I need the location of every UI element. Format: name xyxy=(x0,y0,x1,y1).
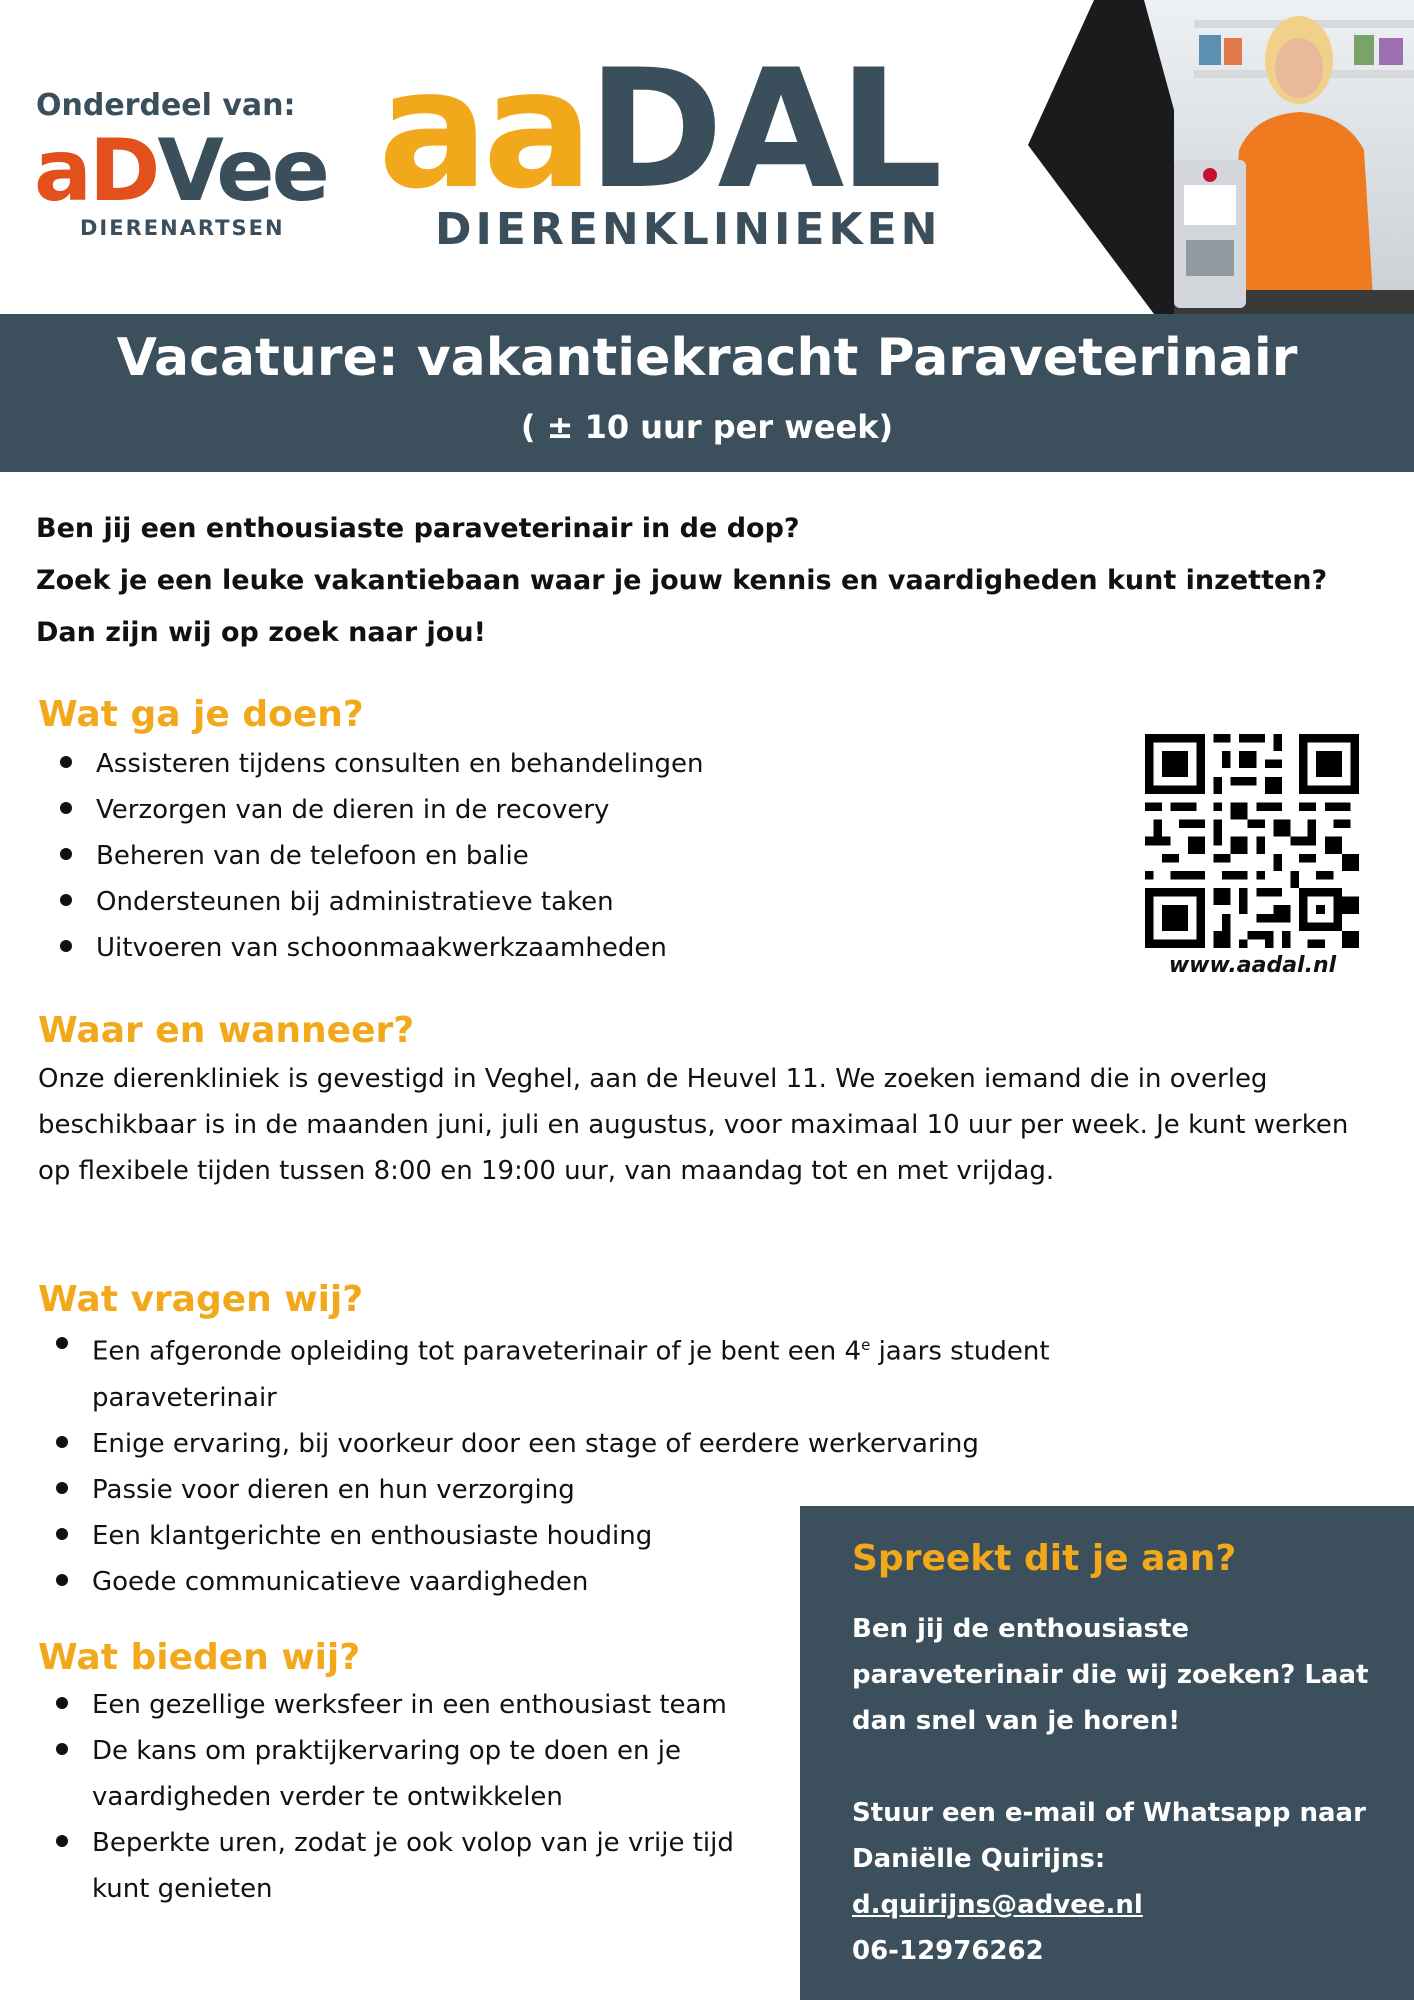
bullet-icon xyxy=(60,894,72,906)
list-item: Enige ervaring, bij voorkeur door een stage of eerdere werkervaring xyxy=(34,1421,1204,1467)
heading-wat-bieden-wij: Wat bieden wij? xyxy=(38,1637,361,1678)
list-item: Een klantgerichte en enthousiaste houding xyxy=(34,1513,1204,1559)
bullet-icon xyxy=(56,1482,68,1494)
list-item: Ondersteunen bij administratieve taken xyxy=(38,879,1098,925)
contact-text xyxy=(852,1606,1392,1974)
bullet-icon xyxy=(56,1743,68,1755)
bullet-icon xyxy=(56,1697,68,1709)
list-item: Goede communicatieve vaardigheden xyxy=(34,1559,1204,1605)
advee-logo xyxy=(34,121,327,221)
aadal-logo xyxy=(378,34,937,225)
advee-logo-part-b: Vee xyxy=(157,121,327,221)
heading-spreekt-dit-je-aan: Spreekt dit je aan? xyxy=(852,1538,1237,1579)
contact-intro: Ben jij de enthousiaste paraveterinair die wij zoeken? Laat dan snel van je horen! xyxy=(852,1614,1369,1736)
heading-wat-ga-je-doen: Wat ga je doen? xyxy=(38,694,364,735)
website-url[interactable]: www.aadal.nl xyxy=(1168,953,1337,978)
bullet-icon xyxy=(56,1835,68,1847)
list-item: Uitvoeren van schoonmaakwerkzaamheden xyxy=(38,925,1098,971)
list-item: Assisteren tijdens consulten en behandelingen xyxy=(38,741,1098,787)
aadal-tagline: DIERENKLINIEKEN xyxy=(435,204,942,255)
advee-tagline: DIERENARTSEN xyxy=(80,216,285,240)
bullet-icon xyxy=(60,756,72,768)
bullet-icon xyxy=(56,1436,68,1448)
bullet-icon xyxy=(60,802,72,814)
list-taken xyxy=(38,741,1098,971)
list-aanbod xyxy=(34,1682,774,1912)
qr-code-icon[interactable] xyxy=(1145,734,1359,948)
bullet-icon xyxy=(56,1337,68,1349)
bullet-icon xyxy=(60,940,72,952)
bullet-icon xyxy=(60,848,72,860)
bullet-icon xyxy=(56,1528,68,1540)
list-item: Beheren van de telefoon en balie xyxy=(38,833,1098,879)
aadal-logo-part-b: DAL xyxy=(587,34,937,225)
bullet-icon xyxy=(56,1574,68,1586)
advee-logo-part-a: aD xyxy=(34,121,158,221)
page-title: Vacature: vakantiekracht Paraveterinair xyxy=(116,328,1298,388)
location-text: Onze dierenkliniek is gevestigd in Veghel, aan de Heuvel 11. We zoeken iemand die in overleg beschikbaar is in de maanden juni, juli en augustus, voor maximaal 10 uur per week. Je kunt werken op flexibele tijden tussen 8:00 en 19:00 uur, van maandag tot en met vrijdag. xyxy=(38,1064,1349,1186)
intro-text xyxy=(36,503,1336,659)
list-item: Beperkte uren, zodat je ook volop van je vrije tijd kunt genieten xyxy=(34,1820,774,1912)
list-item: Verzorgen van de dieren in de recovery xyxy=(38,787,1098,833)
contact-email-link[interactable]: d.quirijns@advee.nl xyxy=(852,1890,1143,1920)
heading-wat-vragen-wij: Wat vragen wij? xyxy=(38,1279,364,1320)
list-item: Een afgeronde opleiding tot paraveterinair of je bent een 4e jaars student paraveterinair xyxy=(34,1322,1204,1421)
list-item: Passie voor dieren en hun verzorging xyxy=(34,1467,1204,1513)
aadal-logo-part-a: aa xyxy=(378,34,588,225)
heading-waar-en-wanneer: Waar en wanneer? xyxy=(38,1010,415,1051)
list-item: De kans om praktijkervaring op te doen en je vaardigheden verder te ontwikkelen xyxy=(34,1728,774,1820)
hours-subtitle: ( ± 10 uur per week) xyxy=(520,408,894,446)
intro-line-1: Ben jij een enthousiaste paraveterinair in de dop? xyxy=(36,513,800,544)
advee-subtitle: Onderdeel van: xyxy=(36,88,296,123)
intro-line-2: Zoek je een leuke vakantiebaan waar je jouw kennis en vaardigheden kunt inzetten? Dan zijn wij op zoek naar jou! xyxy=(36,565,1328,648)
contact-instruction: Stuur een e-mail of Whatsapp naar Daniëlle Quirijns: xyxy=(852,1798,1366,1874)
clinic-staff-photo xyxy=(1024,0,1414,314)
contact-phone[interactable]: 06-12976262 xyxy=(852,1936,1044,1966)
list-item: Een gezellige werksfeer in een enthousiast team xyxy=(34,1682,774,1728)
